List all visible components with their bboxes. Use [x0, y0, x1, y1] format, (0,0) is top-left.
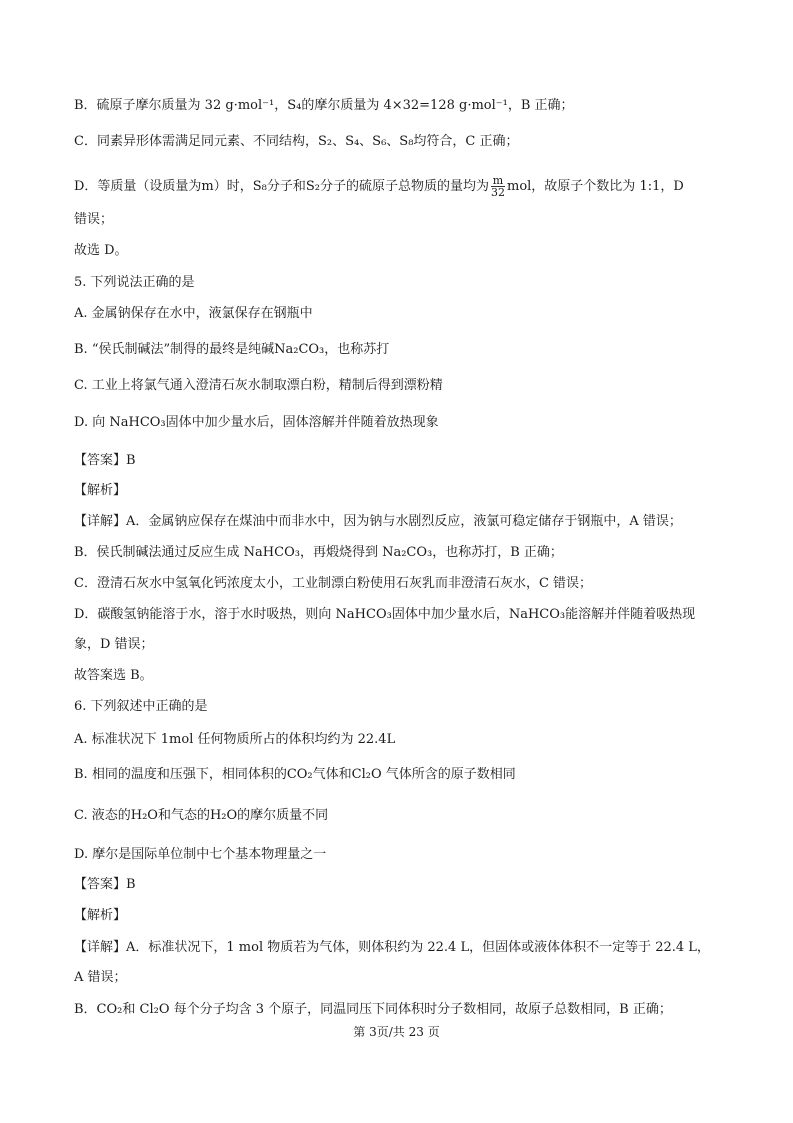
analysis-label: 【解析】	[74, 908, 127, 923]
text-line: B．侯氏制碱法通过反应生成 NaHCO₃，再煅烧得到 Na₂CO₃，也称苏打，B 正确；	[74, 545, 563, 560]
text-segment: D．等质量（设质量为m）时，S₈分子和S₂分子的硫原子总物质的量均为	[74, 179, 489, 194]
text-line	[74, 175, 684, 198]
text-line: 【详解】A．金属钠应保存在煤油中而非水中，因为钠与水剧烈反应，液氯可稳定储存于钢瓶中，A 错误；	[74, 514, 682, 529]
page-number: 第 3页/共 23 页	[353, 1025, 440, 1039]
text-line: 故答案选 B。	[74, 668, 153, 683]
text-line: 故选 D。	[74, 243, 128, 258]
option-line: C. 工业上将氯气通入澄清石灰水制取漂白粉，精制后得到漂粉精	[74, 378, 443, 393]
text-line: 象，D 错误；	[74, 637, 154, 652]
option-line: A. 标准状况下 1mol 任何物质所占的体积均约为 22.4L	[74, 732, 396, 747]
option-line: A. 金属钠保存在水中，液氯保存在钢瓶中	[74, 306, 313, 321]
option-line: B. “侯氏制碱法”制得的最终是纯碱Na₂CO₃，也称苏打	[74, 342, 390, 357]
text-segment: mol，故原子个数比为 1:1，D	[507, 179, 684, 194]
fraction-denominator: 32	[491, 186, 505, 199]
fraction	[491, 175, 505, 198]
answer-label: 【答案】B	[74, 877, 136, 892]
text-line: C．同素异形体需满足同元素、不同结构，S₂、S₄、S₆、S₈均符合，C 正确；	[74, 134, 519, 149]
fraction-numerator: m	[492, 174, 504, 187]
text-line: 【详解】A．标准状况下，1 mol 物质若为气体，则体积约为 22.4 L，但固体或液体体积不一定等于 22.4 L，	[74, 940, 710, 955]
text-line: B．CO₂和 Cl₂O 每个分子均含 3 个原子，同温同压下同体积时分子数相同，故原子总数相同，B 正确；	[74, 1002, 672, 1017]
text-line: B．硫原子摩尔质量为 32 g·mol⁻¹，S₄的摩尔质量为 4×32=128 g·mol⁻¹，B 正确；	[74, 98, 574, 113]
option-line: D. 向 NaHCO₃固体中加少量水后，固体溶解并伴随着放热现象	[74, 415, 439, 430]
option-line: C. 液态的H₂O和气态的H₂O的摩尔质量不同	[74, 808, 329, 823]
answer-label: 【答案】B	[74, 453, 136, 468]
analysis-label: 【解析】	[74, 483, 127, 498]
text-line: A 错误；	[74, 970, 127, 985]
text-line: D．碳酸氢钠能溶于水，溶于水时吸热，则向 NaHCO₃固体中加少量水后，NaHCO₃能溶解并伴随着吸热现	[74, 607, 696, 622]
option-line: B. 相同的温度和压强下，相同体积的CO₂气体和Cl₂O 气体所含的原子数相同	[74, 767, 516, 782]
question-title: 5. 下列说法正确的是	[74, 275, 195, 290]
question-title: 6. 下列叙述中正确的是	[74, 699, 208, 714]
text-line: 错误；	[74, 212, 114, 227]
option-line: D. 摩尔是国际单位制中七个基本物理量之一	[74, 847, 327, 862]
text-line: C．澄清石灰水中氢氧化钙浓度太小，工业制漂白粉使用石灰乳而非澄清石灰水，C 错误；	[74, 576, 593, 591]
